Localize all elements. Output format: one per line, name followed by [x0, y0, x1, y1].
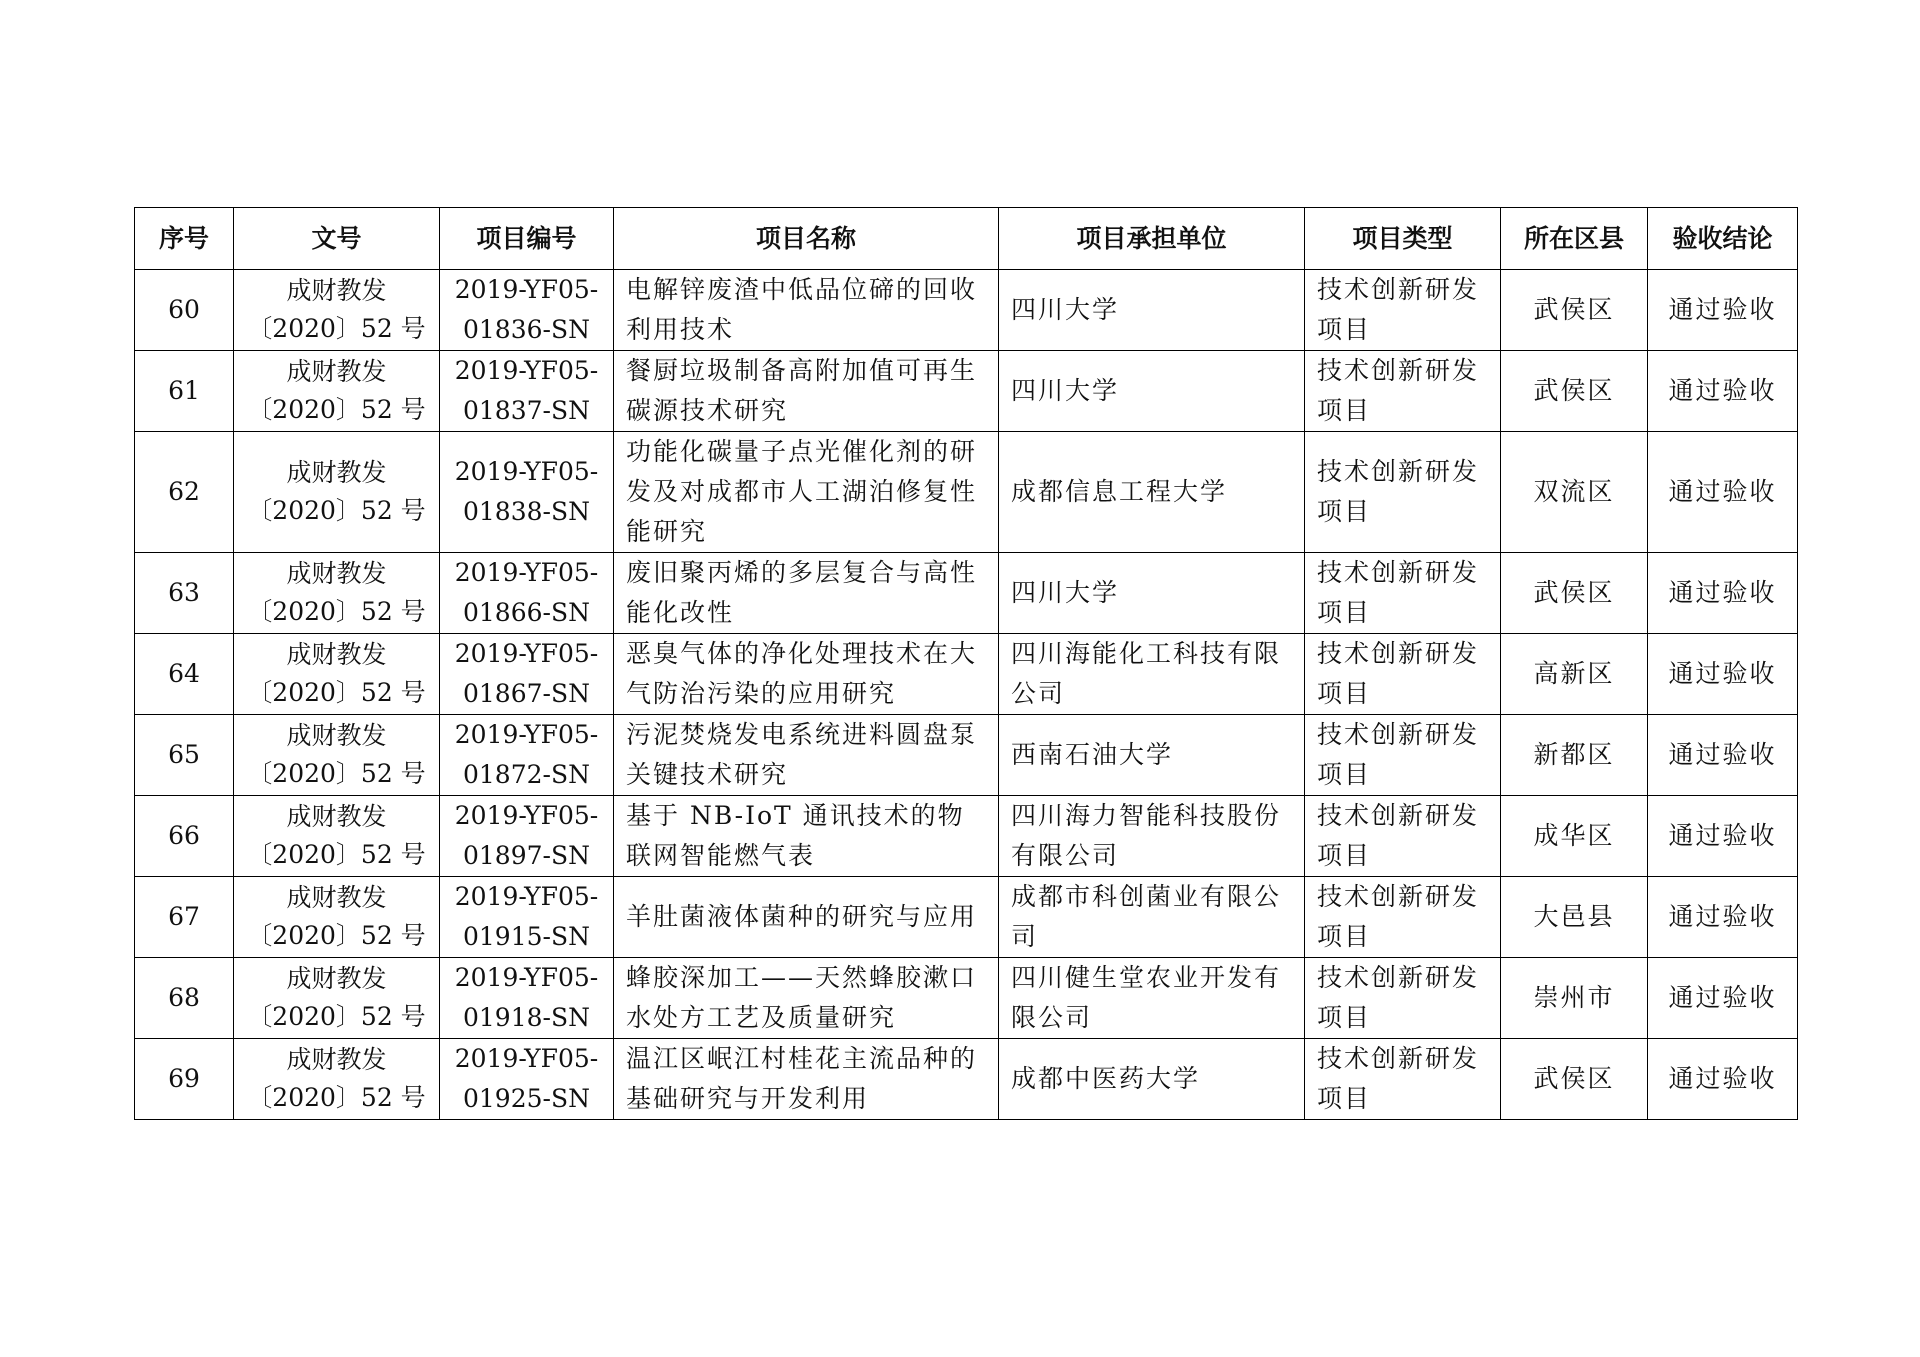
- cell-project-code: [440, 634, 614, 715]
- cell-acceptance-result: 通过验收: [1648, 553, 1798, 634]
- doc-number-line-1: 成财教发: [286, 802, 387, 831]
- cell-undertaking-unit: 四川海力智能科技股份有限公司: [999, 796, 1305, 877]
- cell-doc-number: [234, 553, 440, 634]
- cell-seq: 66: [135, 796, 234, 877]
- cell-doc-number: [234, 796, 440, 877]
- header-project-name: 项目名称: [614, 208, 999, 270]
- cell-project-name: 温江区岷江村桂花主流品种的基础研究与开发利用: [614, 1039, 999, 1120]
- cell-acceptance-result: 通过验收: [1648, 634, 1798, 715]
- cell-doc-number: [234, 270, 440, 351]
- cell-project-type: 技术创新研发项目: [1305, 634, 1501, 715]
- cell-seq: 61: [135, 351, 234, 432]
- cell-project-code: [440, 1039, 614, 1120]
- header-undertaking-unit: 项目承担单位: [999, 208, 1305, 270]
- cell-acceptance-result: 通过验收: [1648, 877, 1798, 958]
- cell-district: 高新区: [1501, 634, 1648, 715]
- cell-project-code: [440, 432, 614, 553]
- cell-undertaking-unit: 四川海能化工科技有限公司: [999, 634, 1305, 715]
- cell-seq: 67: [135, 877, 234, 958]
- project-code-line-1: 2019-YF05-: [454, 558, 599, 587]
- doc-number-line-1: 成财教发: [286, 640, 387, 669]
- doc-number-line-1: 成财教发: [286, 1045, 387, 1074]
- cell-undertaking-unit: 四川大学: [999, 553, 1305, 634]
- table-row: [135, 270, 1798, 351]
- project-code-line-1: 2019-YF05-: [454, 639, 599, 668]
- cell-project-name: 蜂胶深加工——天然蜂胶漱口水处方工艺及质量研究: [614, 958, 999, 1039]
- cell-project-type: 技术创新研发项目: [1305, 958, 1501, 1039]
- project-code-line-2: 01838-SN: [463, 497, 590, 526]
- cell-acceptance-result: 通过验收: [1648, 351, 1798, 432]
- doc-number-line-2: 〔2020〕52 号: [247, 840, 426, 869]
- cell-project-code: [440, 796, 614, 877]
- cell-seq: 65: [135, 715, 234, 796]
- table-row: [135, 796, 1798, 877]
- cell-project-type: 技术创新研发项目: [1305, 796, 1501, 877]
- cell-project-type: 技术创新研发项目: [1305, 1039, 1501, 1120]
- doc-number-line-2: 〔2020〕52 号: [247, 1083, 426, 1112]
- table-row: [135, 1039, 1798, 1120]
- cell-undertaking-unit: 成都信息工程大学: [999, 432, 1305, 553]
- cell-seq: 63: [135, 553, 234, 634]
- header-seq: 序号: [135, 208, 234, 270]
- cell-acceptance-result: 通过验收: [1648, 1039, 1798, 1120]
- cell-seq: 69: [135, 1039, 234, 1120]
- cell-district: 武侯区: [1501, 1039, 1648, 1120]
- doc-number-line-1: 成财教发: [286, 357, 387, 386]
- cell-district: 成华区: [1501, 796, 1648, 877]
- cell-project-code: [440, 958, 614, 1039]
- project-code-line-2: 01866-SN: [463, 598, 590, 627]
- cell-acceptance-result: 通过验收: [1648, 432, 1798, 553]
- project-code-line-1: 2019-YF05-: [454, 963, 599, 992]
- cell-project-code: [440, 351, 614, 432]
- cell-doc-number: [234, 877, 440, 958]
- cell-seq: 62: [135, 432, 234, 553]
- cell-seq: 64: [135, 634, 234, 715]
- project-code-line-1: 2019-YF05-: [454, 1044, 599, 1073]
- cell-project-type: 技术创新研发项目: [1305, 715, 1501, 796]
- cell-undertaking-unit: 四川大学: [999, 270, 1305, 351]
- table-row: [135, 432, 1798, 553]
- cell-doc-number: [234, 715, 440, 796]
- doc-number-line-2: 〔2020〕52 号: [247, 678, 426, 707]
- cell-undertaking-unit: 四川大学: [999, 351, 1305, 432]
- cell-district: 双流区: [1501, 432, 1648, 553]
- table-row: [135, 351, 1798, 432]
- doc-number-line-1: 成财教发: [286, 883, 387, 912]
- header-project-type: 项目类型: [1305, 208, 1501, 270]
- table-body: [135, 270, 1798, 1120]
- cell-doc-number: [234, 958, 440, 1039]
- cell-doc-number: [234, 1039, 440, 1120]
- project-code-line-2: 01925-SN: [463, 1084, 590, 1113]
- project-code-line-1: 2019-YF05-: [454, 720, 599, 749]
- doc-number-line-2: 〔2020〕52 号: [247, 314, 426, 343]
- project-code-line-2: 01915-SN: [463, 922, 590, 951]
- cell-seq: 68: [135, 958, 234, 1039]
- project-code-line-1: 2019-YF05-: [454, 801, 599, 830]
- doc-number-line-1: 成财教发: [286, 458, 387, 487]
- project-code-line-1: 2019-YF05-: [454, 882, 599, 911]
- project-code-line-2: 01918-SN: [463, 1003, 590, 1032]
- cell-seq: 60: [135, 270, 234, 351]
- cell-project-code: [440, 553, 614, 634]
- doc-number-line-2: 〔2020〕52 号: [247, 921, 426, 950]
- doc-number-line-2: 〔2020〕52 号: [247, 395, 426, 424]
- cell-doc-number: [234, 351, 440, 432]
- doc-number-line-2: 〔2020〕52 号: [247, 597, 426, 626]
- cell-project-type: 技术创新研发项目: [1305, 270, 1501, 351]
- cell-project-name: 餐厨垃圾制备高附加值可再生碳源技术研究: [614, 351, 999, 432]
- project-code-line-2: 01867-SN: [463, 679, 590, 708]
- cell-doc-number: [234, 432, 440, 553]
- cell-undertaking-unit: 西南石油大学: [999, 715, 1305, 796]
- cell-project-name: 恶臭气体的净化处理技术在大气防治污染的应用研究: [614, 634, 999, 715]
- project-code-line-2: 01897-SN: [463, 841, 590, 870]
- doc-number-line-1: 成财教发: [286, 559, 387, 588]
- table-row: [135, 877, 1798, 958]
- cell-district: 武侯区: [1501, 270, 1648, 351]
- doc-number-line-1: 成财教发: [286, 964, 387, 993]
- table-header-row: [135, 208, 1798, 270]
- table-row: [135, 958, 1798, 1039]
- cell-project-code: [440, 270, 614, 351]
- cell-project-name: 污泥焚烧发电系统进料圆盘泵关键技术研究: [614, 715, 999, 796]
- table-row: [135, 715, 1798, 796]
- header-doc-number: 文号: [234, 208, 440, 270]
- cell-district: 新都区: [1501, 715, 1648, 796]
- doc-number-line-2: 〔2020〕52 号: [247, 759, 426, 788]
- project-code-line-1: 2019-YF05-: [454, 275, 599, 304]
- project-code-line-1: 2019-YF05-: [454, 356, 599, 385]
- header-district: 所在区县: [1501, 208, 1648, 270]
- cell-project-code: [440, 715, 614, 796]
- acceptance-table: [134, 207, 1798, 1120]
- header-acceptance-result: 验收结论: [1648, 208, 1798, 270]
- cell-project-name: 电解锌废渣中低品位碲的回收利用技术: [614, 270, 999, 351]
- doc-number-line-1: 成财教发: [286, 276, 387, 305]
- cell-district: 武侯区: [1501, 351, 1648, 432]
- cell-project-type: 技术创新研发项目: [1305, 877, 1501, 958]
- cell-district: 崇州市: [1501, 958, 1648, 1039]
- table-row: [135, 553, 1798, 634]
- cell-undertaking-unit: 成都中医药大学: [999, 1039, 1305, 1120]
- doc-number-line-2: 〔2020〕52 号: [247, 1002, 426, 1031]
- cell-undertaking-unit: 四川健生堂农业开发有限公司: [999, 958, 1305, 1039]
- cell-project-type: 技术创新研发项目: [1305, 553, 1501, 634]
- project-code-line-2: 01872-SN: [463, 760, 590, 789]
- doc-number-line-1: 成财教发: [286, 721, 387, 750]
- table-row: [135, 634, 1798, 715]
- project-code-line-1: 2019-YF05-: [454, 457, 599, 486]
- cell-district: 武侯区: [1501, 553, 1648, 634]
- cell-acceptance-result: 通过验收: [1648, 715, 1798, 796]
- cell-project-name: 废旧聚丙烯的多层复合与高性能化改性: [614, 553, 999, 634]
- cell-undertaking-unit: 成都市科创菌业有限公司: [999, 877, 1305, 958]
- cell-project-type: 技术创新研发项目: [1305, 351, 1501, 432]
- cell-acceptance-result: 通过验收: [1648, 270, 1798, 351]
- cell-project-type: 技术创新研发项目: [1305, 432, 1501, 553]
- project-code-line-2: 01836-SN: [463, 315, 590, 344]
- cell-project-code: [440, 877, 614, 958]
- cell-project-name: 功能化碳量子点光催化剂的研发及对成都市人工湖泊修复性能研究: [614, 432, 999, 553]
- header-project-code: 项目编号: [440, 208, 614, 270]
- cell-project-name: 基于 NB-IoT 通讯技术的物联网智能燃气表: [614, 796, 999, 877]
- cell-acceptance-result: 通过验收: [1648, 796, 1798, 877]
- project-code-line-2: 01837-SN: [463, 396, 590, 425]
- cell-district: 大邑县: [1501, 877, 1648, 958]
- cell-acceptance-result: 通过验收: [1648, 958, 1798, 1039]
- doc-number-line-2: 〔2020〕52 号: [247, 496, 426, 525]
- cell-project-name: 羊肚菌液体菌种的研究与应用: [614, 877, 999, 958]
- cell-doc-number: [234, 634, 440, 715]
